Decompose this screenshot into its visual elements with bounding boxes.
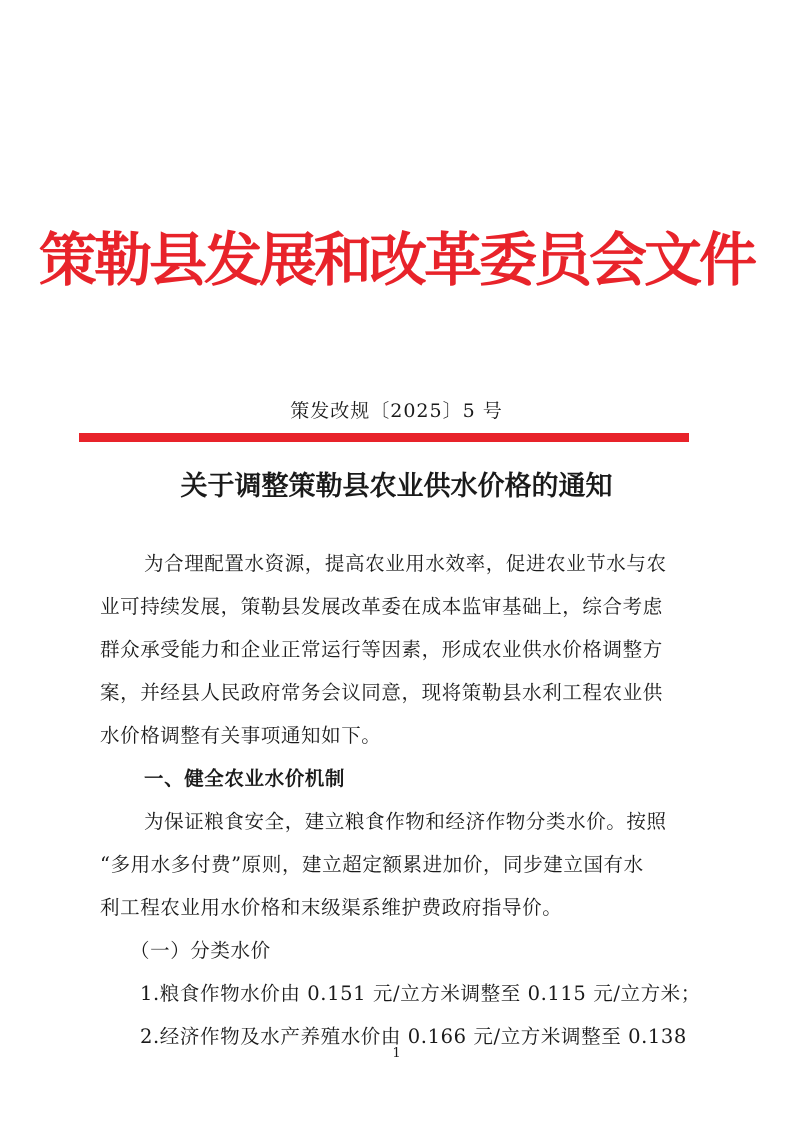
body-line: 水价格调整有关事项通知如下。 xyxy=(100,724,382,747)
body-line: 案，并经县人民政府常务会议同意，现将策勒县水利工程农业供 xyxy=(100,681,663,704)
red-divider-line xyxy=(79,433,689,442)
document-number: 策发改规〔2025〕5 号 xyxy=(290,400,503,422)
red-header-title: 策勒县发展和改革委员会文件 xyxy=(38,226,754,294)
body-line: 为保证粮食安全，建立粮食作物和经济作物分类水价。按照 xyxy=(144,810,667,833)
page-number: 1 xyxy=(392,1046,401,1061)
body-line: 业可持续发展，策勒县发展改革委在成本监审基础上，综合考虑 xyxy=(100,595,663,618)
body-line: 1.粮食作物水价由 0.151 元/立方米调整至 0.115 元/立方米； xyxy=(140,982,701,1005)
body-line: 利工程农业用水价格和末级渠系维护费政府指导价。 xyxy=(100,896,563,919)
body-line: 2.经济作物及水产养殖水价由 0.166 元/立方米调整至 0.138 xyxy=(140,1025,687,1048)
section-heading: 一、健全农业水价机制 xyxy=(144,767,346,790)
document-title: 关于调整策勒县农业供水价格的通知 xyxy=(180,471,613,502)
body-line: 为合理配置水资源，提高农业用水效率，促进农业节水与农 xyxy=(144,552,667,575)
subsection-heading: （一）分类水价 xyxy=(130,939,271,962)
body-line: “多用水多付费”原则，建立超定额累进加价，同步建立国有水 xyxy=(100,853,644,876)
body-line: 群众承受能力和企业正常运行等因素，形成农业供水价格调整方 xyxy=(100,638,663,661)
